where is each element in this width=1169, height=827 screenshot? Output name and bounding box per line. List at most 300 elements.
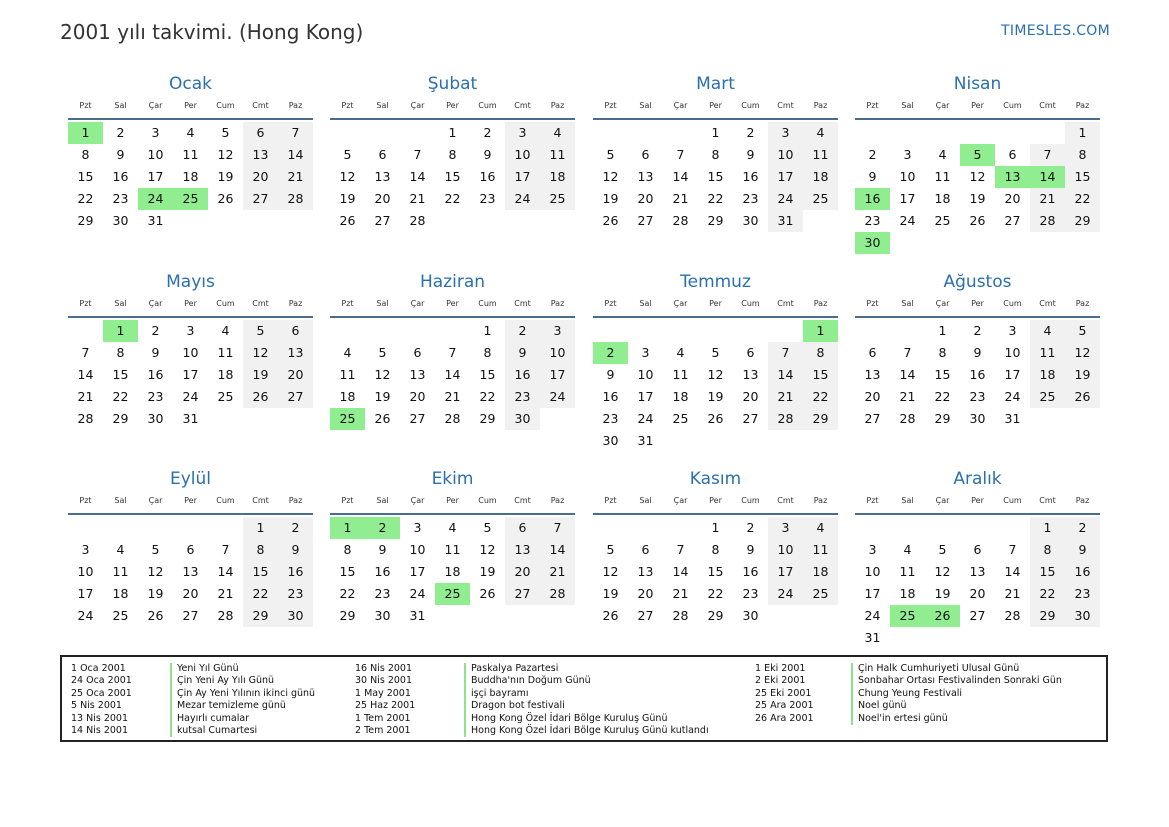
day-cell: 13 bbox=[969, 564, 986, 579]
holiday-name: kutsal Cumartesi bbox=[170, 725, 315, 737]
holiday-day-cell: 2 bbox=[593, 342, 628, 364]
months-grid bbox=[68, 72, 1102, 645]
day-cell: 17 bbox=[864, 586, 881, 601]
day-cell: 11 bbox=[803, 144, 838, 166]
weekday-label: Sal bbox=[114, 496, 127, 505]
weekday-label: Cmt bbox=[252, 299, 269, 308]
day-cell: 8 bbox=[711, 147, 720, 162]
month-divider bbox=[330, 513, 575, 515]
weekday-label: Cmt bbox=[1039, 101, 1056, 110]
day-cell: 20 bbox=[409, 389, 426, 404]
day-cell: 13 bbox=[278, 342, 313, 364]
day-cell: 6 bbox=[641, 542, 650, 557]
weekday-label: Cum bbox=[1003, 299, 1022, 308]
day-cell: 8 bbox=[938, 345, 947, 360]
day-cell: 17 bbox=[768, 561, 803, 583]
day-cell: 25 bbox=[217, 389, 234, 404]
holiday-date: 25 Eki 2001 bbox=[755, 687, 812, 699]
day-cell: 5 bbox=[606, 542, 615, 557]
weekday-label: Paz bbox=[1075, 101, 1090, 110]
day-cell: 12 bbox=[969, 169, 986, 184]
day-cell: 10 bbox=[1004, 345, 1021, 360]
holiday-date: 2 Eki 2001 bbox=[755, 675, 806, 687]
day-cell: 7 bbox=[278, 122, 313, 144]
month-5 bbox=[68, 270, 313, 430]
holiday-date: 16 Nis 2001 bbox=[355, 663, 412, 674]
holiday-name: Yeni Yıl Günü bbox=[170, 663, 315, 675]
day-cell: 29 bbox=[1030, 605, 1065, 627]
day-cell: 7 bbox=[413, 147, 422, 162]
month-12 bbox=[855, 467, 1100, 649]
day-cell: 26 bbox=[374, 411, 391, 426]
day-cell: 18 bbox=[803, 561, 838, 583]
holiday-name: Hong Kong Özel İdari Bölge Kuruluş Günü kutlandı bbox=[464, 725, 709, 737]
day-cell: 3 bbox=[768, 122, 803, 144]
weekday-label: Pzt bbox=[866, 496, 879, 505]
holiday-name: Paskalya Pazartesi bbox=[464, 663, 709, 675]
day-cell: 23 bbox=[374, 586, 391, 601]
day-cell: 18 bbox=[803, 166, 838, 188]
weekday-label: Çar bbox=[935, 496, 950, 505]
day-cell: 15 bbox=[479, 367, 496, 382]
weekday-label: Per bbox=[184, 299, 197, 308]
day-cell: 4 bbox=[938, 147, 947, 162]
day-cell: 24 bbox=[768, 583, 803, 605]
weekday-label: Pzt bbox=[79, 496, 92, 505]
day-cell: 9 bbox=[606, 367, 615, 382]
day-cell: 6 bbox=[868, 345, 877, 360]
day-cell: 27 bbox=[505, 583, 540, 605]
month-1 bbox=[68, 72, 313, 232]
day-cell: 18 bbox=[444, 564, 461, 579]
month-2 bbox=[330, 72, 575, 232]
weekday-label: Cum bbox=[478, 496, 497, 505]
day-grid bbox=[593, 122, 838, 232]
day-cell: 16 bbox=[505, 364, 540, 386]
day-cell: 20 bbox=[182, 586, 199, 601]
day-cell: 13 bbox=[505, 539, 540, 561]
day-cell: 15 bbox=[1030, 561, 1065, 583]
weekday-label: Cum bbox=[741, 101, 760, 110]
holiday-name: Chung Yeung Festivali bbox=[851, 688, 1062, 700]
day-cell: 3 bbox=[81, 542, 90, 557]
day-grid bbox=[330, 517, 575, 627]
day-cell: 5 bbox=[378, 345, 387, 360]
weekday-label: Çar bbox=[148, 496, 163, 505]
day-cell: 30 bbox=[278, 605, 313, 627]
day-cell: 21 bbox=[278, 166, 313, 188]
day-cell: 25 bbox=[540, 188, 575, 210]
day-cell: 23 bbox=[742, 586, 759, 601]
day-cell: 28 bbox=[444, 411, 461, 426]
day-cell: 26 bbox=[707, 411, 724, 426]
day-cell: 1 bbox=[711, 125, 720, 140]
day-cell: 16 bbox=[742, 169, 759, 184]
day-cell: 21 bbox=[409, 191, 426, 206]
day-cell: 12 bbox=[339, 169, 356, 184]
empty-cell bbox=[995, 517, 1030, 539]
day-cell: 26 bbox=[602, 213, 619, 228]
day-cell: 13 bbox=[637, 564, 654, 579]
empty-cell bbox=[365, 320, 400, 342]
weekday-label: Çar bbox=[673, 496, 688, 505]
day-cell: 13 bbox=[742, 367, 759, 382]
day-cell: 3 bbox=[505, 122, 540, 144]
day-cell: 19 bbox=[934, 586, 951, 601]
weekday-label: Sal bbox=[639, 496, 652, 505]
month-8 bbox=[855, 270, 1100, 430]
weekday-label: Paz bbox=[1075, 299, 1090, 308]
day-cell: 17 bbox=[540, 364, 575, 386]
day-cell: 2 bbox=[746, 125, 755, 140]
month-divider bbox=[855, 316, 1100, 318]
holiday-day-cell: 16 bbox=[855, 188, 890, 210]
day-cell: 14 bbox=[278, 144, 313, 166]
day-cell: 21 bbox=[540, 561, 575, 583]
weekday-label: Çar bbox=[148, 101, 163, 110]
holiday-name: işçi bayramı bbox=[464, 688, 709, 700]
day-cell: 7 bbox=[221, 542, 230, 557]
month-name: Mayıs bbox=[166, 272, 215, 292]
day-cell: 8 bbox=[711, 542, 720, 557]
holiday-date: 2 Tem 2001 bbox=[355, 724, 411, 736]
day-cell: 2 bbox=[746, 520, 755, 535]
day-cell: 18 bbox=[672, 389, 689, 404]
day-cell: 7 bbox=[81, 345, 90, 360]
empty-cell bbox=[593, 517, 628, 539]
day-cell: 31 bbox=[1004, 411, 1021, 426]
empty-cell bbox=[890, 517, 925, 539]
day-cell: 3 bbox=[1008, 323, 1017, 338]
weekday-label: Sal bbox=[639, 299, 652, 308]
day-cell: 28 bbox=[672, 608, 689, 623]
weekday-label: Per bbox=[446, 299, 459, 308]
holiday-name: Hayırlı cumalar bbox=[170, 713, 315, 725]
weekday-label: Sal bbox=[901, 101, 914, 110]
day-cell: 17 bbox=[505, 166, 540, 188]
day-cell: 8 bbox=[1065, 144, 1100, 166]
weekday-label: Cum bbox=[1003, 496, 1022, 505]
day-cell: 2 bbox=[973, 323, 982, 338]
day-cell: 25 bbox=[803, 583, 838, 605]
day-cell: 6 bbox=[505, 517, 540, 539]
day-cell: 29 bbox=[112, 411, 129, 426]
day-cell: 1 bbox=[1030, 517, 1065, 539]
day-cell: 16 bbox=[374, 564, 391, 579]
day-cell: 11 bbox=[444, 542, 461, 557]
holiday-day-cell: 24 bbox=[138, 188, 173, 210]
day-cell: 12 bbox=[707, 367, 724, 382]
weekday-label: Per bbox=[709, 496, 722, 505]
day-cell: 24 bbox=[1004, 389, 1021, 404]
month-name: Aralık bbox=[953, 469, 1002, 489]
weekday-label: Sal bbox=[114, 101, 127, 110]
day-cell: 11 bbox=[339, 367, 356, 382]
day-cell: 3 bbox=[768, 517, 803, 539]
holiday-legend bbox=[60, 655, 1108, 742]
day-cell: 4 bbox=[1030, 320, 1065, 342]
day-cell: 4 bbox=[221, 323, 230, 338]
day-cell: 26 bbox=[243, 386, 278, 408]
weekday-label: Per bbox=[184, 101, 197, 110]
month-divider bbox=[855, 513, 1100, 515]
weekday-label: Per bbox=[184, 496, 197, 505]
weekday-label: Pzt bbox=[866, 101, 879, 110]
empty-cell bbox=[400, 122, 435, 144]
weekday-label: Per bbox=[709, 101, 722, 110]
day-cell: 20 bbox=[374, 191, 391, 206]
day-cell: 9 bbox=[151, 345, 160, 360]
day-cell: 7 bbox=[676, 542, 685, 557]
weekday-header bbox=[68, 294, 313, 314]
day-cell: 27 bbox=[182, 608, 199, 623]
day-cell: 7 bbox=[448, 345, 457, 360]
day-cell: 8 bbox=[343, 542, 352, 557]
empty-cell bbox=[400, 320, 435, 342]
holiday-day-cell: 26 bbox=[925, 605, 960, 627]
day-cell: 18 bbox=[217, 367, 234, 382]
day-cell: 6 bbox=[378, 147, 387, 162]
weekday-label: Pzt bbox=[341, 299, 354, 308]
day-cell: 14 bbox=[672, 169, 689, 184]
day-cell: 20 bbox=[637, 586, 654, 601]
weekday-label: Pzt bbox=[79, 101, 92, 110]
day-cell: 26 bbox=[147, 608, 164, 623]
day-cell: 2 bbox=[1065, 517, 1100, 539]
weekday-label: Per bbox=[971, 496, 984, 505]
day-cell: 7 bbox=[540, 517, 575, 539]
day-cell: 8 bbox=[483, 345, 492, 360]
day-grid bbox=[855, 320, 1100, 430]
holiday-day-cell: 5 bbox=[960, 144, 995, 166]
day-cell: 19 bbox=[147, 586, 164, 601]
day-cell: 8 bbox=[803, 342, 838, 364]
month-4 bbox=[855, 72, 1100, 254]
holiday-date: 25 Oca 2001 bbox=[71, 687, 132, 699]
day-cell: 9 bbox=[1065, 539, 1100, 561]
day-cell: 24 bbox=[768, 188, 803, 210]
weekday-label: Çar bbox=[410, 101, 425, 110]
holiday-date: 13 Nis 2001 bbox=[71, 712, 128, 724]
day-cell: 23 bbox=[479, 191, 496, 206]
day-cell: 17 bbox=[409, 564, 426, 579]
day-cell: 9 bbox=[746, 542, 755, 557]
day-cell: 7 bbox=[903, 345, 912, 360]
weekday-label: Çar bbox=[935, 101, 950, 110]
day-cell: 1 bbox=[448, 125, 457, 140]
weekday-label: Sal bbox=[114, 299, 127, 308]
day-cell: 23 bbox=[742, 191, 759, 206]
day-cell: 12 bbox=[479, 542, 496, 557]
day-cell: 21 bbox=[672, 586, 689, 601]
day-cell: 15 bbox=[112, 367, 129, 382]
day-cell: 21 bbox=[444, 389, 461, 404]
day-cell: 28 bbox=[409, 213, 426, 228]
day-cell: 29 bbox=[339, 608, 356, 623]
weekday-label: Pzt bbox=[604, 299, 617, 308]
holiday-day-cell: 2 bbox=[365, 517, 400, 539]
weekday-label: Paz bbox=[813, 101, 828, 110]
legend-names-3 bbox=[851, 663, 1062, 725]
month-divider bbox=[855, 118, 1100, 120]
day-cell: 26 bbox=[217, 191, 234, 206]
day-cell: 18 bbox=[899, 586, 916, 601]
weekday-header bbox=[68, 96, 313, 116]
day-cell: 21 bbox=[899, 389, 916, 404]
day-cell: 10 bbox=[409, 542, 426, 557]
day-cell: 19 bbox=[602, 191, 619, 206]
day-cell: 28 bbox=[77, 411, 94, 426]
day-cell: 14 bbox=[540, 539, 575, 561]
day-cell: 26 bbox=[479, 586, 496, 601]
holiday-name: Çin Ay Yeni Yılının ikinci günü bbox=[170, 688, 315, 700]
day-cell: 28 bbox=[768, 408, 803, 430]
day-cell: 15 bbox=[1065, 166, 1100, 188]
brand-link[interactable]: TIMESLES.COM bbox=[1001, 23, 1110, 39]
day-cell: 8 bbox=[243, 539, 278, 561]
day-cell: 5 bbox=[606, 147, 615, 162]
day-cell: 28 bbox=[899, 411, 916, 426]
day-cell: 10 bbox=[505, 144, 540, 166]
empty-cell bbox=[365, 122, 400, 144]
day-cell: 8 bbox=[448, 147, 457, 162]
day-cell: 5 bbox=[151, 542, 160, 557]
day-grid bbox=[855, 122, 1100, 254]
weekday-label: Cum bbox=[478, 299, 497, 308]
weekday-header bbox=[68, 491, 313, 511]
day-cell: 22 bbox=[444, 191, 461, 206]
day-cell: 24 bbox=[409, 586, 426, 601]
day-cell: 1 bbox=[243, 517, 278, 539]
day-cell: 18 bbox=[1030, 364, 1065, 386]
month-name: Haziran bbox=[419, 272, 486, 292]
day-cell: 28 bbox=[278, 188, 313, 210]
weekday-label: Per bbox=[446, 101, 459, 110]
empty-cell bbox=[855, 122, 890, 144]
empty-cell bbox=[663, 320, 698, 342]
day-cell: 26 bbox=[1065, 386, 1100, 408]
day-cell: 25 bbox=[1030, 386, 1065, 408]
day-cell: 28 bbox=[540, 583, 575, 605]
day-cell: 3 bbox=[903, 147, 912, 162]
day-cell: 4 bbox=[448, 520, 457, 535]
day-cell: 14 bbox=[217, 564, 234, 579]
day-cell: 12 bbox=[934, 564, 951, 579]
day-cell: 16 bbox=[969, 367, 986, 382]
day-cell: 18 bbox=[540, 166, 575, 188]
day-cell: 29 bbox=[243, 605, 278, 627]
weekday-label: Sal bbox=[639, 101, 652, 110]
day-cell: 16 bbox=[1065, 561, 1100, 583]
empty-cell bbox=[663, 122, 698, 144]
day-cell: 1 bbox=[1065, 122, 1100, 144]
weekday-label: Cmt bbox=[252, 101, 269, 110]
weekday-label: Paz bbox=[288, 299, 303, 308]
day-cell: 13 bbox=[243, 144, 278, 166]
empty-cell bbox=[1030, 122, 1065, 144]
day-cell: 2 bbox=[483, 125, 492, 140]
weekday-label: Paz bbox=[813, 299, 828, 308]
day-cell: 4 bbox=[676, 345, 685, 360]
day-cell: 13 bbox=[374, 169, 391, 184]
day-cell: 24 bbox=[540, 386, 575, 408]
day-cell: 24 bbox=[637, 411, 654, 426]
day-cell: 20 bbox=[637, 191, 654, 206]
day-cell: 5 bbox=[1065, 320, 1100, 342]
day-cell: 3 bbox=[413, 520, 422, 535]
day-cell: 15 bbox=[243, 561, 278, 583]
day-cell: 29 bbox=[707, 608, 724, 623]
day-cell: 3 bbox=[641, 345, 650, 360]
day-cell: 16 bbox=[742, 564, 759, 579]
month-divider bbox=[593, 118, 838, 120]
empty-cell bbox=[138, 517, 173, 539]
day-cell: 14 bbox=[899, 367, 916, 382]
day-cell: 25 bbox=[934, 213, 951, 228]
day-cell: 24 bbox=[505, 188, 540, 210]
holiday-name: Noel'in ertesi günü bbox=[851, 713, 1062, 725]
day-cell: 16 bbox=[147, 367, 164, 382]
weekday-label: Cmt bbox=[777, 299, 794, 308]
day-cell: 18 bbox=[339, 389, 356, 404]
day-cell: 17 bbox=[1004, 367, 1021, 382]
day-cell: 30 bbox=[742, 608, 759, 623]
weekday-label: Çar bbox=[410, 496, 425, 505]
weekday-label: Sal bbox=[376, 496, 389, 505]
weekday-label: Sal bbox=[376, 101, 389, 110]
month-divider bbox=[330, 316, 575, 318]
day-cell: 9 bbox=[378, 542, 387, 557]
empty-cell bbox=[208, 517, 243, 539]
month-10 bbox=[330, 467, 575, 627]
empty-cell bbox=[995, 122, 1030, 144]
weekday-label: Paz bbox=[288, 496, 303, 505]
day-cell: 11 bbox=[112, 564, 129, 579]
day-cell: 12 bbox=[602, 169, 619, 184]
empty-cell bbox=[768, 320, 803, 342]
weekday-header bbox=[593, 491, 838, 511]
month-name: Ekim bbox=[431, 469, 474, 489]
day-cell: 24 bbox=[182, 389, 199, 404]
day-cell: 14 bbox=[444, 367, 461, 382]
day-cell: 20 bbox=[243, 166, 278, 188]
day-cell: 22 bbox=[707, 586, 724, 601]
empty-cell bbox=[68, 320, 103, 342]
holiday-day-cell: 30 bbox=[855, 232, 890, 254]
day-cell: 22 bbox=[707, 191, 724, 206]
day-cell: 24 bbox=[864, 608, 881, 623]
month-name: Nisan bbox=[953, 74, 1002, 94]
holiday-date: 14 Nis 2001 bbox=[71, 724, 128, 736]
month-divider bbox=[68, 118, 313, 120]
day-cell: 11 bbox=[540, 144, 575, 166]
day-cell: 4 bbox=[343, 345, 352, 360]
month-divider bbox=[330, 118, 575, 120]
day-cell: 2 bbox=[505, 320, 540, 342]
day-cell: 11 bbox=[934, 169, 951, 184]
day-cell: 10 bbox=[147, 147, 164, 162]
day-cell: 15 bbox=[444, 169, 461, 184]
day-cell: 20 bbox=[1004, 191, 1021, 206]
empty-cell bbox=[103, 517, 138, 539]
month-9 bbox=[68, 467, 313, 627]
day-cell: 10 bbox=[899, 169, 916, 184]
day-cell: 29 bbox=[1065, 210, 1100, 232]
day-cell: 16 bbox=[278, 561, 313, 583]
weekday-label: Çar bbox=[935, 299, 950, 308]
day-cell: 6 bbox=[243, 122, 278, 144]
day-cell: 14 bbox=[77, 367, 94, 382]
